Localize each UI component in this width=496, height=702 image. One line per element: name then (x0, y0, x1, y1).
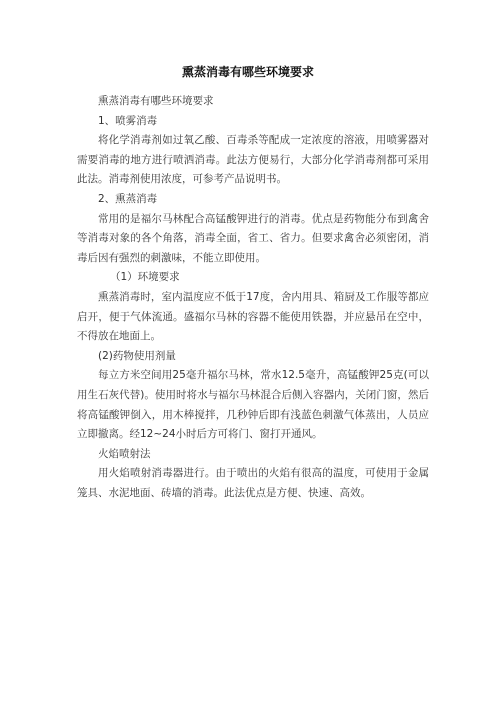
paragraph-dosage: 每立方米空间用25毫升福尔马林，常水12.5毫升，高锰酸钾25克(可以用生石灰代替)。使用时将水与福尔马林混合后侧入容器内，关闭门窗，然后将高锰酸钾倒入，用木棒搅拌，几秒钟后即有浅蓝色刺激气体蒸出，人员应立即撤离。经12~24小时后方可将门、窗打开通风。 (77, 369, 429, 441)
paragraph-environment-requirements: 熏蒸消毒时，室内温度应不低于17度，舍内用具、箱厨及工作服等都应启开，便于气体流通。盛福尔马林的容器不能使用铁器，并应悬吊在空中，不得放在地面上。 (77, 290, 429, 343)
heading-fumigation: 2、熏蒸消毒 (98, 192, 158, 205)
document-body (77, 92, 429, 503)
heading-spray-disinfection: 1、喷雾消毒 (98, 114, 158, 127)
heading-environment-requirements: （1）环境要求 (110, 271, 180, 284)
paragraph-spray-method: 将化学消毒剂如过氧乙酸、百毒杀等配成一定浓度的溶液，用喷雾器对需要消毒的地方进行喷洒消毒。此法方便易行，大部分化学消毒剂都可采用此法。消毒剂使用浓度，可参考产品说明书。 (77, 134, 429, 186)
heading-dosage: (2)药物使用剂量 (98, 349, 176, 362)
paragraph-subtitle: 熏蒸消毒有哪些环境要求 (98, 95, 214, 107)
document-title: 熏蒸消毒有哪些环境要求 (181, 65, 314, 79)
heading-flame-spray: 火焰喷射法 (98, 447, 151, 460)
paragraph-fumigation-method: 常用的是福尔马林配合高锰酸钾进行的消毒。优点是药物能分布到禽舍等消毒对象的各个角落，消毒全面，省工、省力。但要求禽舍必须密闭，消毒后因有强烈的刺激味，不能立即使用。 (77, 212, 429, 264)
paragraph-flame-spray: 用火焰喷射消毒器进行。由于喷出的火焰有很高的温度，可使用于金属笼具、水泥地面、砖墙的消毒。此法优点是方便、快速、高效。 (77, 467, 429, 499)
